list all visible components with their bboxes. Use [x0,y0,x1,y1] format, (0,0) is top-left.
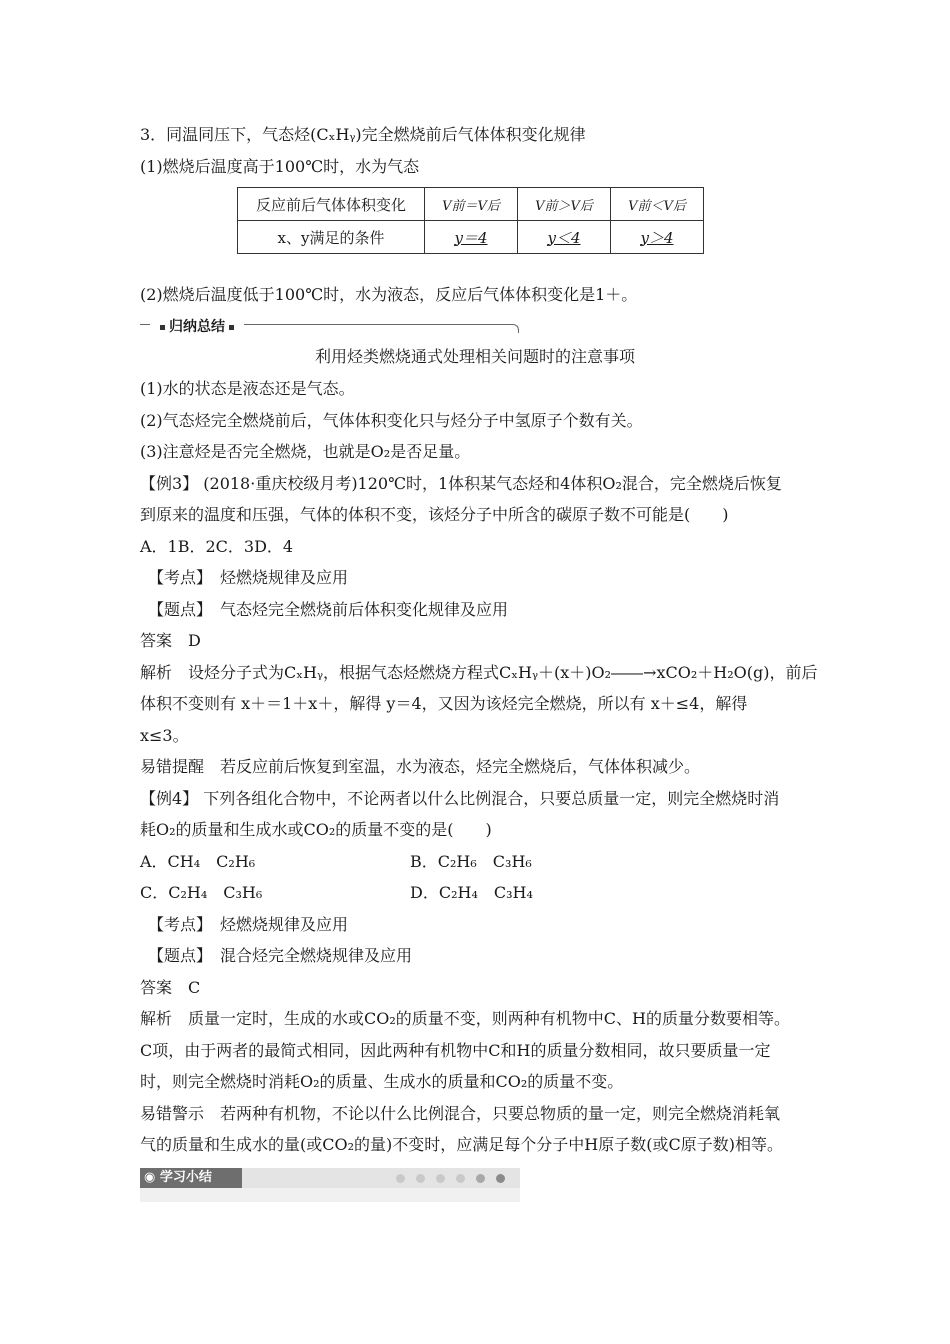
example-3-options: A．1B．2C．3D．4 [140,537,294,556]
summary-item: (2)气态烃完全燃烧前后，气体体积变化只与烃分子中氢原子个数有关。 [140,411,643,430]
summary-item: (3)注意烃是否完全燃烧，也就是O₂是否足量。 [140,442,471,461]
example-4-option-a: A．CH₄ C₂H₆ [140,852,256,871]
example-4-question-line-1: 【例4】 下列各组化合物中，不论两者以什么比例混合，只要总质量一定，则完全燃烧时消 [140,789,780,808]
example-3-question-line-1: 【例3】 (2018·重庆校级月考)120℃时，1体积某气态烃和4体积O₂混合，完全燃烧后恢复 [140,474,782,493]
summary-header [140,318,520,338]
table-cell: y＝4 [425,221,518,254]
dot-icon [416,1174,425,1183]
table-cell: V前＝V后 [425,188,518,221]
table-cell: 反应前后气体体积变化 [238,188,425,221]
dot-icon [436,1174,445,1183]
example-3-analysis-line-3: x≤3。 [140,726,189,745]
table-row [238,221,704,254]
dot-icon [456,1174,465,1183]
table-cell: y＞4 [611,221,704,254]
example-4-option-b: B．C₂H₆ C₃H₆ [410,852,532,871]
example-3-kaodian: 【考点】 烃燃烧规律及应用 [148,568,349,587]
example-3-tidian: 【题点】 气态烃完全燃烧前后体积变化规律及应用 [148,600,509,619]
example-3-analysis-line-2: 体积不变则有 x＋＝1＋x＋，解得 y＝4，又因为该烃完全燃烧，所以有 x＋≤4，解得 [140,694,748,713]
dot-icon [496,1174,505,1183]
example-4-question-line-2: 耗O₂的质量和生成水或CO₂的质量不变的是( ) [140,820,492,839]
example-4-option-d: D．C₂H₄ C₃H₄ [410,883,533,902]
example-4-analysis-line-2: C项，由于两者的最简式相同，因此两种有机物中C和H的质量分数相同，故只要质量一定 [140,1041,771,1060]
summary-title: 利用烃类燃烧通式处理相关问题时的注意事项 [314,347,635,366]
example-3-question-line-2: 到原来的温度和压强，气体的体积不变，该烃分子中所含的碳原子数不可能是( ) [140,505,729,524]
example-4-warning-line-2: 气的质量和生成水的量(或CO₂的量)不变时，应满足每个分子中H原子数(或C原子数)相等。 [140,1135,783,1154]
summary-item: (1)水的状态是液态还是气态。 [140,379,355,398]
example-4-option-c: C．C₂H₄ C₃H₆ [140,883,263,902]
table-cell: V前＜V后 [611,188,704,221]
section-3-title: 3．同温同压下，气态烃(CₓHᵧ)完全燃烧前后气体体积变化规律 [140,125,586,144]
table-cell: y＜4 [518,221,611,254]
dot-icon [396,1174,405,1183]
example-4-analysis-line-3: 时，则完全燃烧时消耗O₂的质量、生成水的质量和CO₂的质量不变。 [140,1072,624,1091]
table-cell: x、y满足的条件 [238,221,425,254]
example-4-kaodian: 【考点】 烃燃烧规律及应用 [148,915,349,934]
section-3-point-2: (2)燃烧后温度低于100℃时，水为液态，反应后气体体积变化是1＋。 [140,285,638,304]
example-4-warning-line-1: 易错警示 若两种有机物，不论以什么比例混合，只要总物质的量一定，则完全燃烧消耗氧 [140,1104,781,1123]
section-3-point-1: (1)燃烧后温度高于100℃时，水为气态 [140,157,420,176]
summary-tag: 归纳总结 [169,319,225,335]
square-bullet-icon [160,325,165,330]
example-3-answer: 答案 D [140,631,201,650]
example-4-analysis-line-1: 解析 质量一定时，生成的水或CO₂的质量不变，则两种有机物中C、H的质量分数要相等。 [140,1009,790,1028]
study-summary-tag: ◉ 学习小结 [140,1168,242,1188]
example-3-analysis-line-1: 解析 设烃分子式为CₓHᵧ，根据气态烃燃烧方程式CₓHᵧ＋(x＋)O₂――→xCO₂＋H₂O(g)，前后 [140,663,818,682]
dot-icon [476,1174,485,1183]
table-row [238,188,704,221]
table-cell: V前＞V后 [518,188,611,221]
volume-change-table [237,187,704,254]
square-bullet-icon [229,325,234,330]
example-4-answer: 答案 C [140,978,201,997]
example-4-tidian: 【题点】 混合烃完全燃烧规律及应用 [148,946,413,965]
study-summary-header [140,1168,520,1202]
example-3-tip: 易错提醒 若反应前后恢复到室温，水为液态，烃完全燃烧后，气体体积减少。 [140,757,701,776]
